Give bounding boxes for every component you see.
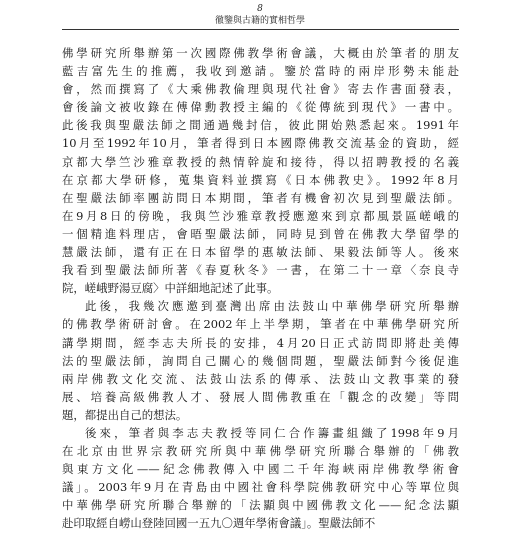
text-line: 一個精進料理店，會晤聖嚴法師，同時見到曾在佛教大學留學的	[62, 226, 459, 241]
text-line: 法的聖嚴法師，詢問自己關心的幾個問題，聖嚴法師對今後促進	[62, 353, 459, 368]
paragraph	[62, 44, 459, 297]
page-number: 8	[257, 4, 263, 14]
text-line: 在聖嚴法師率團訪問日本期間，筆者有機會初次見到聖嚴法師。	[62, 190, 459, 205]
text-line: 會後論文被收錄在傅偉勳教授主編的《從傳統到現代》一書中。	[62, 100, 459, 115]
text-line: 在北京由世界宗教研究所與中華佛學研究所聯合舉辦的「佛教	[62, 444, 459, 459]
text-line: 的佛教學術研討會。在2002年上半學期，筆者在中華佛學研究所	[62, 317, 459, 332]
text-line: 此後，我幾次應邀到臺灣出席由法鼓山中華佛學研究所舉辦	[85, 299, 459, 314]
running-title: 徹鑒與古籍的實相哲學	[214, 16, 305, 26]
page-header	[0, 4, 520, 27]
text-line: 兩岸佛教文化交流、法鼓山法系的傳承、法鼓山文教事業的發	[62, 371, 459, 386]
text-line: 此後我與聖嚴法師之間通過幾封信，彼此開始熟悉起來。1991年	[62, 118, 459, 133]
text-line: 佛學研究所舉辦第一次國際佛教學術會議，大概由於筆者的朋友	[62, 46, 459, 60]
text-line: 中華佛學研究所聯合舉辦的「法顯與中國佛教文化——紀念法顯	[62, 498, 459, 513]
text-line: 赴印取經自嶗山登陸回國一五九〇週年學術會議」。聖嚴法師不	[62, 516, 376, 531]
text-line: 題，都提出自己的想法。	[62, 407, 188, 422]
text-line: 院，嵯峨野湯豆腐〉中詳細地記述了此事。	[62, 281, 279, 296]
text-line: 議」。2003年9月在青島由中國社會科學院佛教研究中心等單位與	[62, 480, 459, 495]
text-line: 與東方文化——紀念佛教傳入中國二千年海峽兩岸佛教學術會	[62, 462, 459, 477]
text-line: 慧嚴法師，還有正在日本留學的惠敏法師、果毅法師等人。後來	[62, 245, 459, 260]
text-line: 後來，筆者與李志夫教授等同仁合作籌畫組織了1998年9月	[85, 425, 459, 440]
text-line: 在京都大學研修，蒐集資料並撰寫《日本佛教史》。1992年8月	[62, 172, 459, 187]
text-line: 我看到聖嚴法師所著《春夏秋冬》一書，在第二十一章〈奈良寺	[62, 263, 459, 278]
text-line: 會，然而撰寫了《大乘佛教倫理與現代社會》寄去作書面發表，	[62, 82, 459, 97]
paragraph	[62, 424, 459, 533]
text-line: 在9月8日的傍晚，我與竺沙雅章教授應邀來到京都風景區嵯峨的	[62, 208, 459, 223]
text-line: 講學期間，經李志夫所長的安排，4月20日正式訪問即將赴美傳	[62, 335, 459, 350]
text-line: 京都大學竺沙雅章教授的熱情幹旋和接待，得以招聘教授的名義	[62, 154, 459, 169]
paragraph	[62, 297, 459, 424]
text-line: 10月至1992年10月，筆者得到日本國際佛教交流基金的資助，經	[62, 136, 459, 151]
header-rule	[62, 29, 459, 30]
text-line: 藍吉富先生的推薦，我收到邀請。鑒於當時的兩岸形勢未能赴	[62, 64, 459, 79]
text-line: 展、培養高級佛教人才、發展人間佛教重在「觀念的改變」等問	[62, 389, 459, 404]
body-text	[62, 44, 459, 533]
